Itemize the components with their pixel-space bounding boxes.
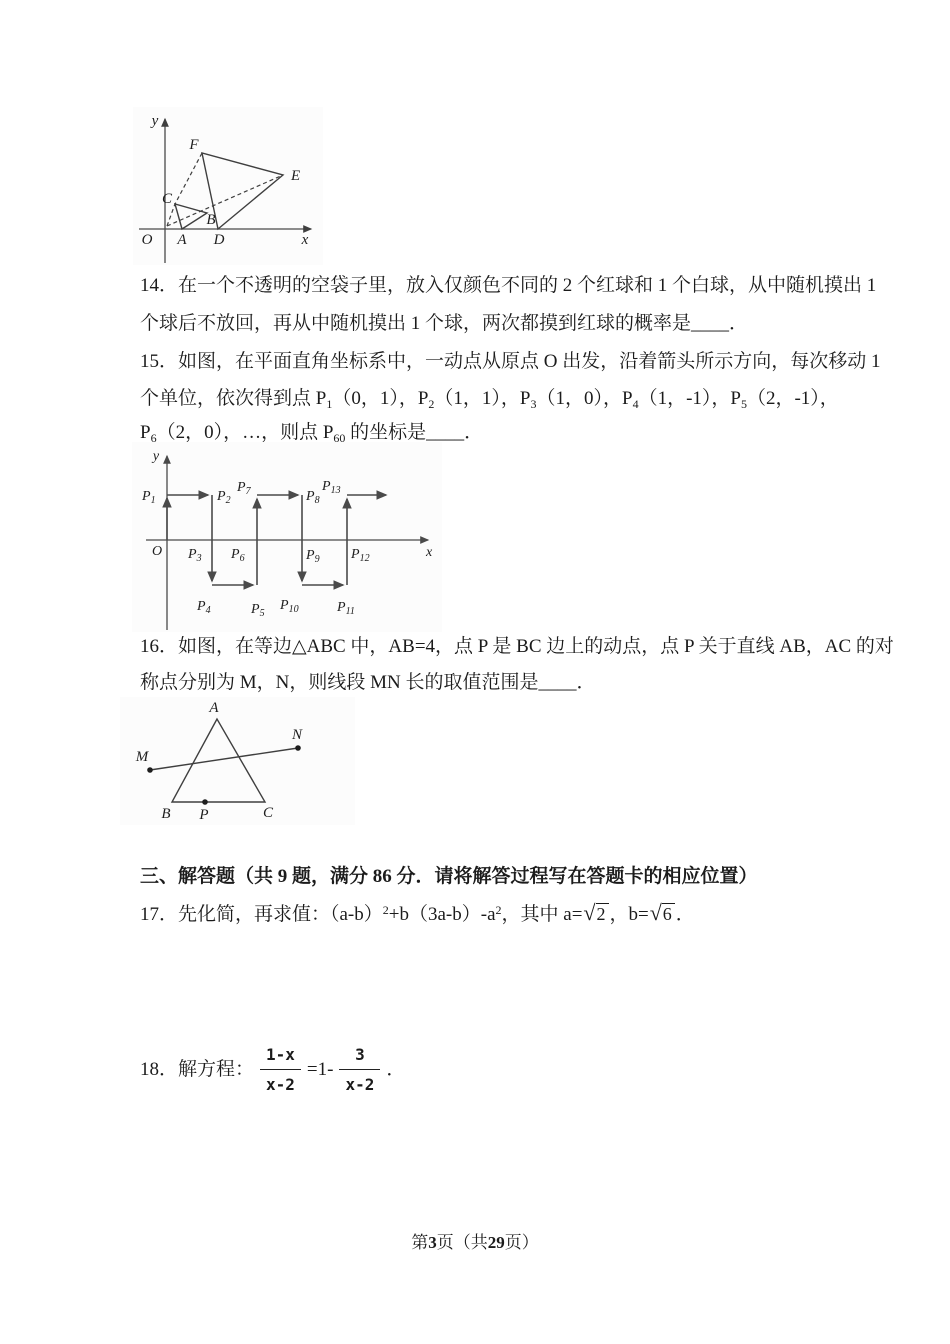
question-15-line-1: 15．如图，在平面直角坐标系中，一动点从原点 O 出发，沿着箭头所示方向，每次移动 1: [140, 351, 881, 372]
question-18-label: 18．解方程：: [140, 1059, 255, 1080]
page-footer: [0, 1228, 950, 1253]
text-run: 个单位，依次得到点 P: [140, 388, 327, 409]
text-run: ．: [675, 904, 695, 925]
figure-zigzag-point-path: [132, 442, 442, 632]
label-p7: $P_7$: [237, 480, 251, 497]
label-p10: $P_{10}$: [280, 598, 299, 615]
figure-position-similar-triangles: [133, 107, 323, 265]
text-run: （1，-1），P: [638, 388, 741, 409]
radicand: 6: [662, 903, 675, 925]
superscript: 2: [382, 903, 389, 917]
dashed-ray-through-c-to-f: [167, 153, 202, 226]
label-p11: $P_{11}$: [337, 600, 355, 617]
footer-page-number: 3: [428, 1233, 437, 1252]
text-run: ，b=: [609, 904, 649, 925]
footer-text: 页（共: [436, 1233, 488, 1252]
fraction-1: [260, 1043, 301, 1097]
question-16-line-1: 16．如图，在等边△ABC 中，AB=4，点 P 是 BC 边上的动点，点 P 关于直线 AB，AC 的对: [140, 636, 894, 657]
question-15-line-2: [140, 387, 839, 411]
subscript: 5: [740, 397, 747, 411]
label-b: B: [161, 806, 171, 822]
question-18: [140, 1042, 405, 1098]
sqrt-radical: [583, 900, 608, 925]
text-run: （1，1），P: [434, 388, 531, 409]
subscript: 6: [150, 431, 157, 445]
fraction-numerator: 1-x: [260, 1043, 301, 1070]
text-run: ，其中 a=: [501, 904, 583, 925]
label-a: A: [209, 700, 219, 716]
label-p6: $P_6$: [231, 547, 245, 564]
subscript: 2: [428, 397, 435, 411]
label-y: y: [151, 113, 159, 129]
label-p4: $P_4$: [197, 599, 211, 616]
radicand: 2: [596, 903, 609, 925]
text-run: 17．先化简，再求值：（a-b）: [140, 904, 383, 925]
dashed-ray-through-b-to-e: [167, 175, 283, 226]
label-p12: $P_{12}$: [351, 547, 370, 564]
label-p13: $P_{13}$: [322, 479, 341, 496]
fraction-numerator: 3: [339, 1043, 380, 1070]
label-p3: $P_3$: [188, 547, 202, 564]
segment-mn: [150, 748, 298, 770]
label-p5: $P_5$: [251, 602, 265, 619]
fraction-2: [339, 1043, 380, 1097]
text-run: +b（3a-b）-a: [388, 904, 496, 925]
label-y: y: [152, 449, 160, 464]
figure-equilateral-triangle-mn: [120, 697, 355, 825]
equation-middle: =1-: [306, 1059, 334, 1080]
label-x: x: [301, 232, 309, 248]
question-14-line-2: 个球后不放回，再从中随机摸出 1 个球，两次都摸到红球的概率是____．: [140, 313, 749, 334]
text-run: P: [140, 422, 151, 443]
question-17: [140, 900, 695, 927]
label-x: x: [426, 545, 433, 560]
label-b: B: [206, 212, 216, 228]
section-3-heading: 三、解答题（共 9 题，满分 86 分．请将解答过程写在答题卡的相应位置）: [140, 866, 758, 887]
label-p8: $P_8$: [306, 489, 320, 506]
radical-symbol: √: [649, 900, 662, 925]
subscript: 3: [530, 397, 537, 411]
text-run: （0，1），P: [332, 388, 429, 409]
label-p: P: [199, 807, 209, 823]
subscript: 60: [333, 431, 346, 445]
sqrt-radical: [649, 900, 675, 925]
footer-text: 第: [411, 1233, 429, 1252]
radical-symbol: √: [583, 900, 596, 925]
label-o: O: [141, 232, 153, 248]
triangle-abc: [175, 204, 207, 229]
label-e: E: [291, 168, 301, 184]
point-dot-m: [147, 767, 153, 773]
point-dot-n: [295, 745, 301, 751]
question-16-line-2: 称点分别为 M，N，则线段 MN 长的取值范围是____．: [140, 672, 596, 693]
fraction-denominator: x-2: [266, 1075, 295, 1094]
fraction-denominator: x-2: [345, 1075, 375, 1094]
label-m: M: [135, 749, 149, 765]
label-c: C: [262, 805, 274, 821]
subscript: 4: [632, 397, 639, 411]
superscript: 2: [495, 903, 502, 917]
label-a: A: [177, 232, 187, 248]
label-d: D: [213, 232, 225, 248]
text-run: （2，0），…，则点 P: [156, 422, 334, 443]
text-run: （1，0），P: [536, 388, 633, 409]
subscript: 1: [326, 397, 333, 411]
label-n: N: [291, 727, 303, 743]
text-run: （2，-1），: [746, 388, 839, 409]
label-c: C: [161, 191, 173, 207]
question-14-line-1: 14．在一个不透明的空袋子里，放入仅颜色不同的 2 个红球和 1 个白球，从中随机摸出 1: [140, 275, 877, 296]
label-p9: $P_9$: [306, 548, 320, 565]
label-p1: $P_1$: [142, 489, 156, 506]
label-f: F: [189, 137, 199, 153]
point-dot-p: [202, 799, 208, 805]
footer-text: 页）: [504, 1233, 539, 1252]
label-p2: $P_2$: [217, 489, 231, 506]
footer-total-pages: 29: [487, 1233, 505, 1252]
equation-end: ．: [386, 1059, 406, 1080]
text-run: 的坐标是____．: [345, 422, 484, 443]
label-o: O: [151, 544, 163, 559]
